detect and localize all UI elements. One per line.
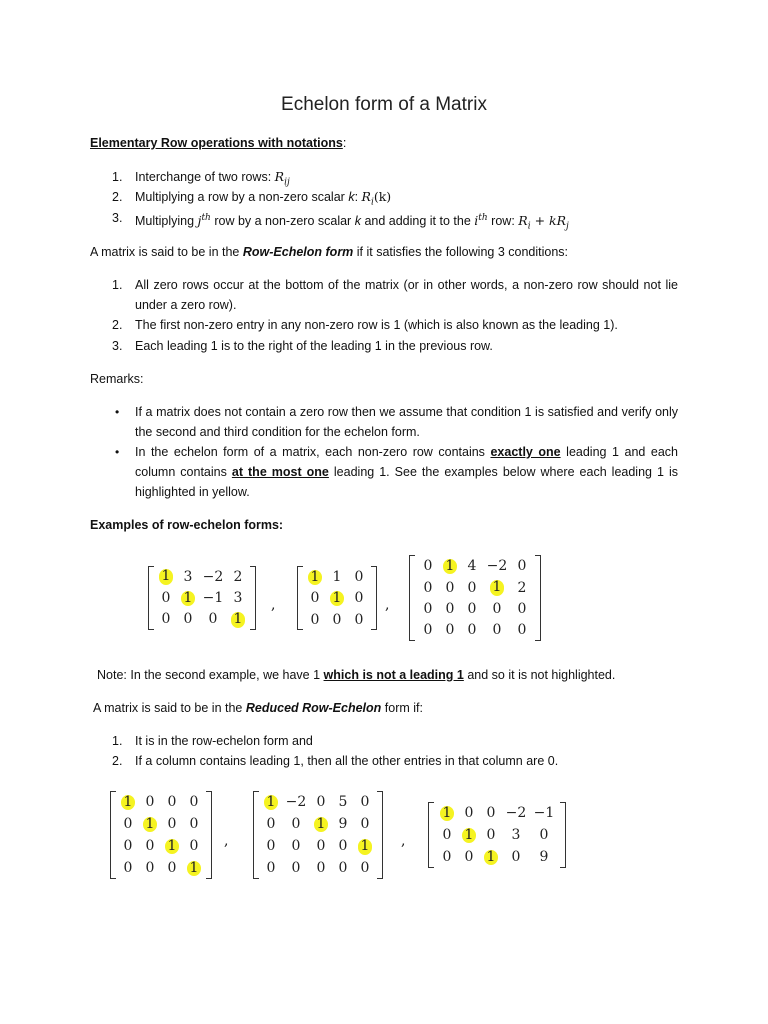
reduced-condition-2-text: If a column contains leading 1, then all the other entries in that column are 0. [135, 754, 559, 768]
matrix-cell: 0 [445, 601, 455, 618]
matrix-cell [227, 609, 249, 630]
matrix-cell: 0 [161, 589, 171, 606]
matrix-cell: 0 [189, 838, 199, 854]
remark-2-mid: leading 1 and each column contains [135, 445, 678, 479]
matrix-cell: −2 [505, 805, 527, 821]
op-3-i-th: th [478, 213, 488, 223]
leading-one-highlight: 1 [264, 795, 279, 810]
matrix-right-bracket [560, 802, 566, 868]
matrix-cell: 0 [464, 805, 474, 821]
matrix-left-bracket [409, 555, 415, 641]
op-3-j [198, 213, 211, 228]
op-2-label: Multiplying a row by a non-zero scalar [135, 190, 345, 204]
op-3-j-letter: j [197, 213, 202, 229]
matrix-cell: 0 [360, 860, 370, 877]
matrix-cell: 0 [492, 601, 502, 618]
matrix-cell: 4 [467, 557, 477, 574]
matrix-cell: 0 [423, 557, 433, 574]
matrix-right-bracket [377, 791, 383, 879]
op-3-mid: row by a non-zero scalar [214, 214, 352, 229]
op-3-number: 3. [112, 211, 123, 225]
matrix-left-bracket [253, 791, 259, 879]
leading-one-highlight: 1 [181, 591, 196, 606]
remark-1-text: If a matrix does not contain a zero row then we assume that condition 1 is satisfied and verify only the second and third condition for the echelon form. [135, 405, 678, 439]
matrix-row [155, 587, 249, 608]
matrix-table [304, 566, 370, 630]
matrix-cell: 0 [464, 849, 474, 865]
op-2-notation-sub: i [370, 197, 374, 208]
matrix-separator: , [271, 597, 276, 613]
matrix-cell: 0 [354, 590, 364, 607]
matrix-cell: 0 [517, 601, 527, 618]
matrix-row [117, 835, 205, 857]
matrix-cell: 0 [360, 816, 370, 833]
matrix-cell [139, 813, 161, 835]
op-2-colon: : [354, 190, 359, 204]
matrix-cell: 2 [233, 568, 243, 585]
matrix-cell: 0 [360, 794, 370, 811]
matrix-cell: 0 [291, 838, 301, 855]
matrix-left-bracket [148, 566, 154, 630]
matrix-cell: 0 [167, 816, 177, 832]
matrix-cell: 0 [517, 557, 527, 574]
leading-one-highlight: 1 [121, 795, 136, 810]
matrix-row [260, 857, 376, 879]
matrix-cell: 0 [338, 860, 348, 877]
matrix-cell [354, 835, 376, 857]
op-1-label: Interchange of two rows: [135, 170, 272, 184]
matrix-cell: 0 [486, 805, 496, 821]
matrix-cell: 0 [354, 568, 364, 585]
matrix-cell: 0 [486, 827, 496, 843]
leading-one-highlight: 1 [443, 559, 458, 574]
reduced-intro [93, 698, 423, 718]
matrix-cell: 0 [123, 860, 133, 876]
matrix-row [417, 555, 533, 577]
reduced-condition-2-number: 2. [112, 754, 123, 768]
note-post: and so it is not highlighted. [467, 668, 616, 682]
matrix-cell: 0 [266, 860, 276, 877]
op-2-k: k [348, 190, 355, 204]
example-matrix-3 [409, 555, 541, 641]
reduced-condition-1-number: 1. [112, 734, 123, 748]
matrix-cell: 0 [208, 611, 218, 628]
matrix-cell: −2 [486, 557, 508, 574]
matrix-cell: 0 [316, 860, 326, 877]
matrix-row [155, 566, 249, 587]
matrix-cell: −1 [202, 589, 224, 606]
matrix-separator: , [401, 833, 406, 849]
matrix-cell [183, 857, 205, 879]
bullet-2-icon: • [115, 445, 120, 459]
matrix-cell [155, 566, 177, 587]
leading-one-highlight: 1 [330, 591, 345, 606]
matrix-cell [260, 791, 282, 813]
matrix-row [155, 609, 249, 630]
bullet-1-icon: • [115, 405, 120, 419]
note-pre: Note: In the second example, we have 1 [97, 668, 321, 682]
op-3-k: k [354, 214, 361, 229]
matrix-cell: 0 [338, 838, 348, 855]
row-echelon-intro-post: if it satisfies the following 3 conditions: [356, 245, 568, 259]
matrix-cell: 0 [266, 816, 276, 833]
reduced-intro-pre: A matrix is said to be in the [93, 701, 243, 715]
matrix-cell: 0 [189, 816, 199, 832]
matrix-left-bracket [428, 802, 434, 868]
op-3-text [135, 208, 569, 237]
op-3-end: row: [491, 214, 515, 229]
matrix-right-bracket [371, 566, 377, 630]
op-2-notation-main: R [361, 189, 371, 204]
matrix-row [304, 588, 370, 610]
reduced-condition-1-text: It is in the row-echelon form and [135, 734, 313, 748]
reduced-intro-post: form if: [384, 701, 423, 715]
matrix-cell: 0 [511, 849, 521, 865]
remarks-heading: Remarks: [90, 372, 144, 386]
page-title: Echelon form of a Matrix [281, 94, 487, 115]
op-2-notation [361, 189, 392, 208]
matrix-cell [439, 555, 461, 577]
matrix-row [117, 857, 205, 879]
matrix-cell: 0 [266, 838, 276, 855]
leading-one-highlight: 1 [314, 817, 329, 832]
row-echelon-intro-pre: A matrix is said to be in the [90, 245, 240, 259]
matrix-left-bracket [297, 566, 303, 630]
matrix-table [436, 802, 558, 868]
matrix-right-bracket [535, 555, 541, 641]
matrix-cell: 0 [442, 849, 452, 865]
op-3-formula-sub-i: i [527, 221, 531, 232]
matrix-row [117, 791, 205, 813]
matrix-cell: 3 [233, 589, 243, 606]
elementary-heading-line [90, 133, 346, 153]
matrix-cell: 0 [423, 601, 433, 618]
remark-2-at-most-one: at the most one [231, 465, 329, 479]
matrix-cell: 0 [310, 611, 320, 628]
matrix-cell: 9 [539, 849, 549, 865]
matrix-cell: 0 [145, 838, 155, 854]
op-2-number: 2. [112, 190, 123, 204]
matrix-separator: , [385, 597, 390, 613]
example-matrix-2 [297, 566, 377, 630]
leading-one-highlight: 1 [159, 569, 174, 584]
matrix-cell [117, 791, 139, 813]
remark-2-post: leading 1. See the examples below where each leading 1 is highlighted in yellow. [135, 465, 678, 499]
leading-one-highlight: 1 [484, 850, 499, 865]
matrix-cell: 0 [167, 860, 177, 876]
reduced-term: Reduced Row-Echelon [245, 701, 382, 715]
op-3-formula-r: R [518, 213, 528, 229]
matrix-cell: 0 [183, 611, 193, 628]
matrix-cell: 0 [123, 816, 133, 832]
matrix-cell: 0 [291, 860, 301, 877]
matrix-cell: 0 [517, 622, 527, 639]
matrix-cell: 3 [511, 827, 521, 843]
matrix-cell: 0 [316, 794, 326, 811]
condition-1-text: All zero rows occur at the bottom of the matrix (or in other words, a non-zero row should not lie under a zero row). [135, 278, 678, 312]
matrix-cell: 0 [467, 622, 477, 639]
matrix-row [436, 846, 558, 868]
matrix-cell: 0 [189, 794, 199, 810]
matrix-cell [480, 846, 502, 868]
leading-one-highlight: 1 [165, 839, 180, 854]
matrix-cell: 0 [167, 794, 177, 810]
matrix-cell: 0 [423, 622, 433, 639]
op-3-pre: Multiplying [135, 214, 195, 229]
matrix-cell: 0 [539, 827, 549, 843]
matrix-row [417, 620, 533, 641]
condition-3-text: Each leading 1 is to the right of the leading 1 in the previous row. [135, 339, 493, 353]
op-3-mid2: and adding it to the [364, 214, 471, 229]
matrix-row [260, 835, 376, 857]
matrix-table [117, 791, 205, 879]
matrix-cell: 0 [423, 579, 433, 596]
matrix-cell: −2 [202, 568, 224, 585]
leading-one-highlight: 1 [490, 580, 505, 595]
matrix-table [260, 791, 376, 879]
matrix-cell: −2 [285, 794, 307, 811]
leading-one-highlight: 1 [358, 839, 373, 854]
leading-one-highlight: 1 [231, 612, 246, 627]
matrix-cell: 0 [332, 611, 342, 628]
matrix-row [260, 791, 376, 813]
matrix-table [417, 555, 533, 641]
matrix-cell [483, 577, 511, 599]
remark-2-text [135, 442, 678, 502]
matrix-cell [177, 587, 199, 608]
matrix-row [304, 566, 370, 588]
leading-one-highlight: 1 [440, 806, 455, 821]
matrix-table [155, 566, 249, 630]
matrix-cell: 3 [183, 568, 193, 585]
matrix-cell [458, 824, 480, 846]
leading-one-highlight: 1 [308, 570, 323, 585]
op-1-notation-sub: ij [284, 177, 290, 188]
op-3-formula [518, 213, 569, 232]
matrix-cell: 0 [123, 838, 133, 854]
condition-1-number: 1. [112, 278, 123, 292]
matrix-cell: 0 [161, 611, 171, 628]
condition-2-number: 2. [112, 318, 123, 332]
matrix-cell [326, 588, 348, 610]
heading-colon: : [342, 136, 347, 150]
example-matrix-1 [148, 566, 256, 630]
matrix-cell: 0 [445, 622, 455, 639]
op-3-i-letter: i [474, 213, 479, 229]
matrix-cell: 1 [332, 568, 342, 585]
op-3-formula-sub-j: j [566, 221, 569, 232]
op-3-j-th: th [201, 213, 211, 223]
matrix-cell: 0 [467, 601, 477, 618]
row-echelon-term: Row-Echelon form [242, 245, 354, 259]
op-1-notation-main: R [274, 169, 285, 184]
reduced-matrix-3 [428, 802, 566, 868]
row-echelon-intro [90, 242, 568, 262]
condition-3-number: 3. [112, 339, 123, 353]
matrix-cell: 0 [442, 827, 452, 843]
op-3-formula-plus: + kR [534, 213, 567, 229]
matrix-cell: 0 [492, 622, 502, 639]
matrix-row [436, 824, 558, 846]
matrix-cell: 0 [145, 860, 155, 876]
matrix-row [304, 609, 370, 630]
matrix-cell: 9 [338, 816, 348, 833]
remark-2-exactly-one: exactly one [490, 445, 561, 459]
matrix-row [117, 813, 205, 835]
matrix-cell: 0 [310, 590, 320, 607]
leading-one-highlight: 1 [462, 828, 477, 843]
matrix-row [417, 599, 533, 620]
matrix-row [260, 813, 376, 835]
op-2-notation-arg: (k) [373, 189, 392, 204]
matrix-separator: , [224, 833, 229, 849]
matrix-cell [161, 835, 183, 857]
leading-one-highlight: 1 [187, 861, 202, 876]
elementary-heading: Elementary Row operations with notations [90, 136, 343, 150]
matrix-cell: 0 [316, 838, 326, 855]
matrix-row [436, 802, 558, 824]
matrix-cell [304, 566, 326, 588]
matrix-right-bracket [206, 791, 212, 879]
note-emphasis: which is not a leading 1 [323, 668, 464, 682]
matrix-right-bracket [250, 566, 256, 630]
matrix-cell: 0 [354, 611, 364, 628]
reduced-matrix-1 [110, 791, 212, 879]
leading-one-highlight: 1 [143, 817, 158, 832]
matrix-cell: −1 [533, 805, 555, 821]
matrix-cell: 0 [291, 816, 301, 833]
matrix-row [417, 577, 533, 599]
reduced-matrix-2 [253, 791, 383, 879]
matrix-cell: 0 [445, 579, 455, 596]
matrix-left-bracket [110, 791, 116, 879]
matrix-cell: 5 [338, 794, 348, 811]
op-3-i [474, 213, 487, 228]
note-text [97, 665, 615, 685]
op-1-number: 1. [112, 170, 123, 184]
matrix-cell [310, 813, 332, 835]
matrix-cell: 0 [467, 579, 477, 596]
matrix-cell: 2 [517, 579, 527, 596]
remark-2-pre: In the echelon form of a matrix, each non-zero row contains [135, 445, 485, 459]
examples-heading: Examples of row-echelon forms: [90, 518, 284, 532]
matrix-cell [436, 802, 458, 824]
op-1-notation [274, 169, 290, 188]
condition-2-text: The first non-zero entry in any non-zero row is 1 (which is also known as the leading 1). [135, 318, 618, 332]
matrix-cell: 0 [145, 794, 155, 810]
